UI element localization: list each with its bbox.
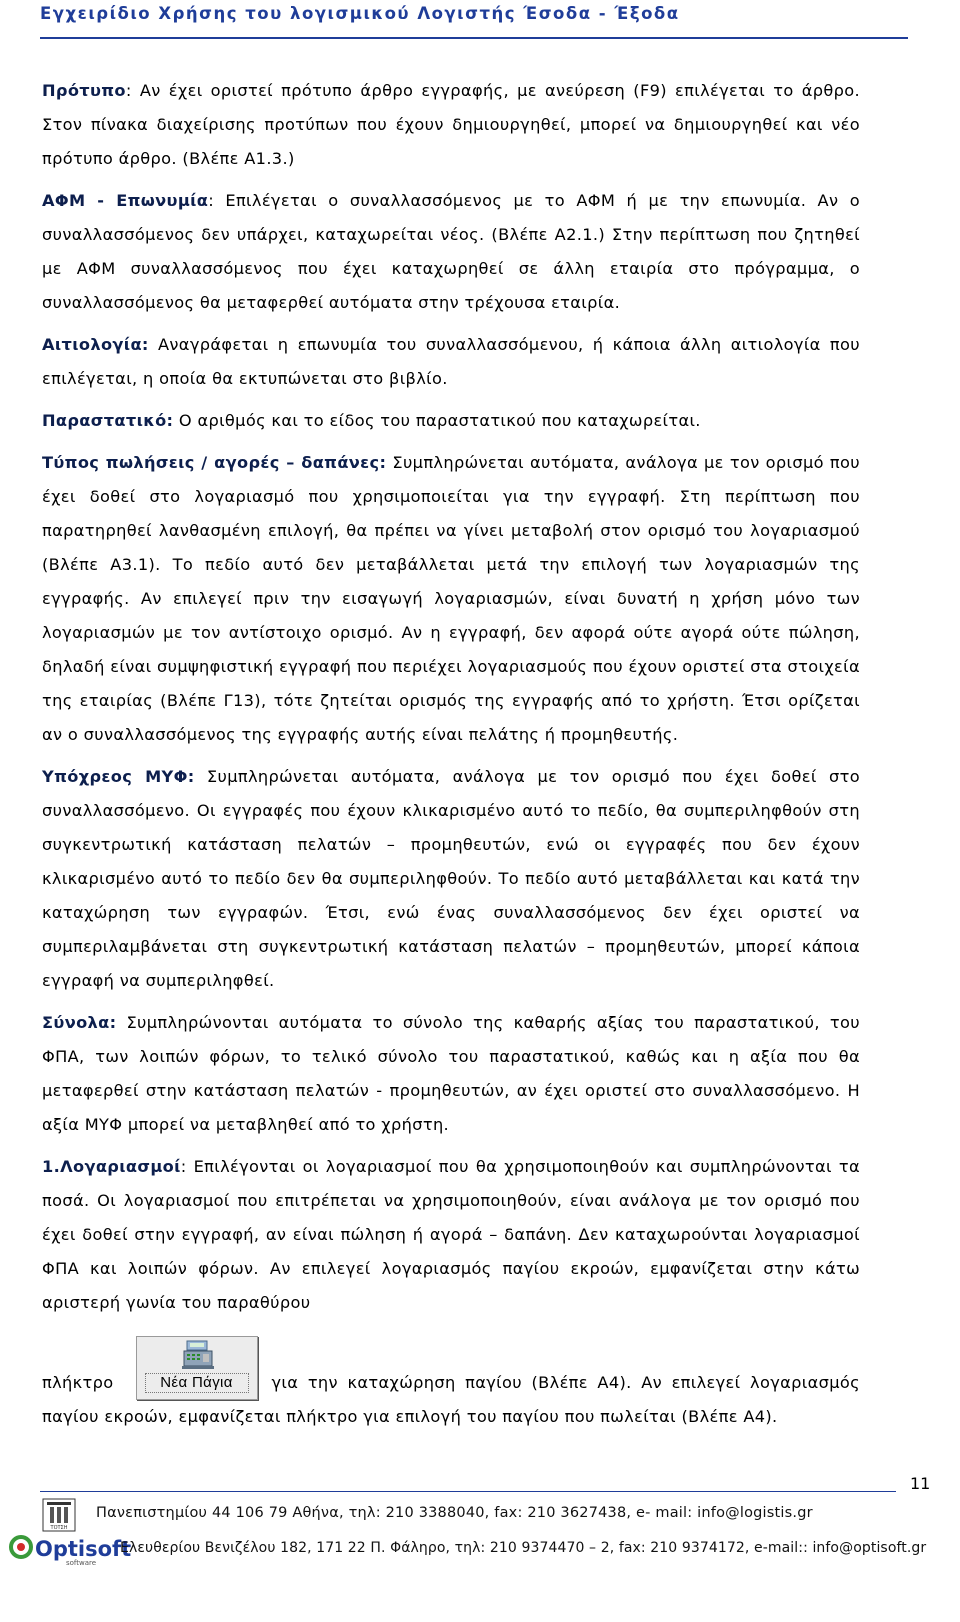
paragraph-text: Συμπληρώνεται αυτόματα, ανάλογα με τον ορισμό που έχει δοθεί στο λογαριασμό που χρησιμοποιείται για την εγγραφή. Στη περίπτωση που παρατηρηθεί λανθασμένη επιλογή, θα πρέπει να γίνει μεταβολή στον ορισμό του λογαριασμού (Βλέπε Α3.1). Το πεδίο αυτό δεν μεταβάλλεται μετά την επιλογή των λογαριασμών της εγγραφής. Αν επιλεγεί πριν την εισαγωγή λογαριασμών, είναι δυνατή η χρήση μόνο των λογαριασμών με τον αντίστοιχο ορισμό. Αν η εγγραφή, δεν αφορά ούτε αγορά ούτε πώληση, δηλαδή είναι συμψηφιστική εγγραφή που περιέχει λογαριασμούς που έχουν οριστεί στα στοιχεία της εταιρίας (Βλέπε Γ13), τότε ζητείται ορισμός της εγγραφής από το χρήστη. Έτσι ορίζεται αν ο συναλλασσόμενος της εγγραφής αυτής είναι πελάτης ή προμηθευτής.	[42, 453, 860, 744]
footer-address-athens: Πανεπιστημίου 44 106 79 Αθήνα, τηλ: 210 3388040, fax: 210 3627438, e- mail: info@logistis.gr	[96, 1505, 813, 1521]
paragraph-totals	[42, 1006, 860, 1142]
term-label: ΑΦΜ - Επωνυμία	[42, 191, 209, 210]
paragraph-afm	[42, 184, 860, 320]
new-assets-label: Νέα Πάγια	[145, 1373, 249, 1393]
header-divider	[40, 37, 908, 39]
term-label: Υπόχρεος ΜΥΦ:	[42, 767, 195, 786]
paragraph-text: : Αν έχει οριστεί πρότυπο άρθρο εγγραφής, με ανεύρεση (F9) επιλέγεται το άρθρο. Στον πίνακα διαχείρισης προτύπων που έχουν δημιουργηθεί, μπορεί να δημιουργηθεί και νέο πρότυπο άρθρο. (Βλέπε Α1.3.)	[42, 81, 860, 168]
optisoft-logo-text: Optisoft	[35, 1537, 132, 1561]
paragraph-button-line	[42, 1336, 860, 1434]
paragraph-text: Συμπληρώνονται αυτόματα το σύνολο της καθαρής αξίας του παραστατικού, του ΦΠΑ, των λοιπών φόρων, το τελικό σύνολο του παραστατικού, καθώς και η αξία που θα μεταφερθεί στην κατάσταση πελατών - προμηθευτών, αν έχει οριστεί στο συναλλασσόμενο. Η αξία ΜΥΦ μπορεί να μεταβληθεί από το χρήστη.	[42, 1013, 860, 1134]
term-label: Παραστατικό:	[42, 411, 174, 430]
paragraph-accounts	[42, 1150, 860, 1320]
document-body	[42, 74, 860, 1442]
paragraph-text: Αναγράφεται η επωνυμία του συναλλασσόμενου, ή κάποια άλλη αιτιολογία που επιλέγεται, η οποία θα εκτυπώνεται στο βιβλίο.	[42, 335, 860, 388]
tote-logo	[42, 1498, 76, 1532]
paragraph-justification	[42, 328, 860, 396]
page-number: 11	[910, 1474, 931, 1493]
paragraph-text: για την καταχώρηση παγίου (Βλέπε Α4). Αν επιλεγεί λογαριασμός παγίου εκροών, εμφανίζεται πλήκτρο για επιλογή του παγίου που πωλείται (Βλέπε Α4).	[42, 1373, 860, 1426]
tote-logo-text: ΤΟΤΣΗ	[50, 1525, 68, 1531]
paragraph-myf	[42, 760, 860, 998]
term-label: Πρότυπο	[42, 81, 126, 100]
paragraph-template	[42, 74, 860, 176]
footer-divider	[40, 1491, 896, 1492]
optisoft-tagline: software	[66, 1559, 97, 1567]
paragraph-text: πλήκτρο	[42, 1373, 114, 1392]
paragraph-text: Ο αριθμός και το είδος του παραστατικού που καταχωρείται.	[173, 411, 701, 430]
cash-register-icon	[181, 1340, 215, 1370]
page-header-title: Εγχειρίδιο Χρήσης του λογισμικού Λογιστής Έσοδα - Έξοδα	[40, 4, 680, 23]
footer-address-faliro: Ελευθερίου Βενιζέλου 182, 171 22 Π. Φάληρο, τηλ: 210 9374470 – 2, fax: 210 9374172, e-mail:: info@optisoft.gr	[120, 1540, 927, 1556]
term-label: Τύπος πωλήσεις / αγορές – δαπάνες:	[42, 453, 387, 472]
optisoft-logo	[8, 1532, 132, 1567]
term-label: Σύνολα:	[42, 1013, 117, 1032]
new-assets-button[interactable]	[136, 1336, 258, 1400]
paragraph-text: Συμπληρώνεται αυτόματα, ανάλογα με τον ορισμό που έχει δοθεί στο συναλλασσόμενο. Οι εγγραφές που έχουν κλικαρισμένο αυτό το πεδίο, θα συμπεριληφθούν στη συγκεντρωτική κατάσταση πελατών – προμηθευτών, ενώ οι εγγραφές που δεν έχουν κλικαρισμένο αυτό το πεδίο δεν θα συμπεριληφθούν. Το πεδίο αυτό μεταβάλλεται και κατά την καταχώρηση των εγγραφών. Έτσι, ενώ ένας συναλλασσόμενος δεν έχει οριστεί να συμπεριλαμβάνεται στη συγκεντρωτική κατάσταση πελατών – προμηθευτών, μπορεί κάποια εγγραφή να συμπεριληφθεί.	[42, 767, 860, 990]
term-label: 1.Λογαριασμοί	[42, 1157, 181, 1176]
paragraph-type	[42, 446, 860, 752]
paragraph-document	[42, 404, 860, 438]
term-label: Αιτιολογία:	[42, 335, 149, 354]
paragraph-text: : Επιλέγεται ο συναλλασσόμενος με το ΑΦΜ ή με την επωνυμία. Αν ο συναλλασσόμενος δεν υπάρχει, καταχωρείται νέος. (Βλέπε Α2.1.) Στην περίπτωση που ζητηθεί με ΑΦΜ συναλλασσόμενος που έχει καταχωρηθεί σε άλλη εταιρία στο πρόγραμμα, ο συναλλασσόμενος θα μεταφερθεί αυτόματα στην τρέχουσα εταιρία.	[42, 191, 860, 312]
paragraph-text: : Επιλέγονται οι λογαριασμοί που θα χρησιμοποιηθούν και συμπληρώνονται τα ποσά. Οι λογαριασμοί που επιτρέπεται να χρησιμοποιηθούν, είναι ανάλογα με τον ορισμό που έχει δοθεί στην εγγραφή, αν είναι πώληση ή αγορά – δαπάνη. Δεν καταχωρούνται λογαριασμοί ΦΠΑ και λοιπών φόρων. Αν επιλεγεί λογαριασμός παγίου εκροών, εμφανίζεται στην κάτω αριστερή γωνία του παραθύρου	[42, 1157, 860, 1312]
